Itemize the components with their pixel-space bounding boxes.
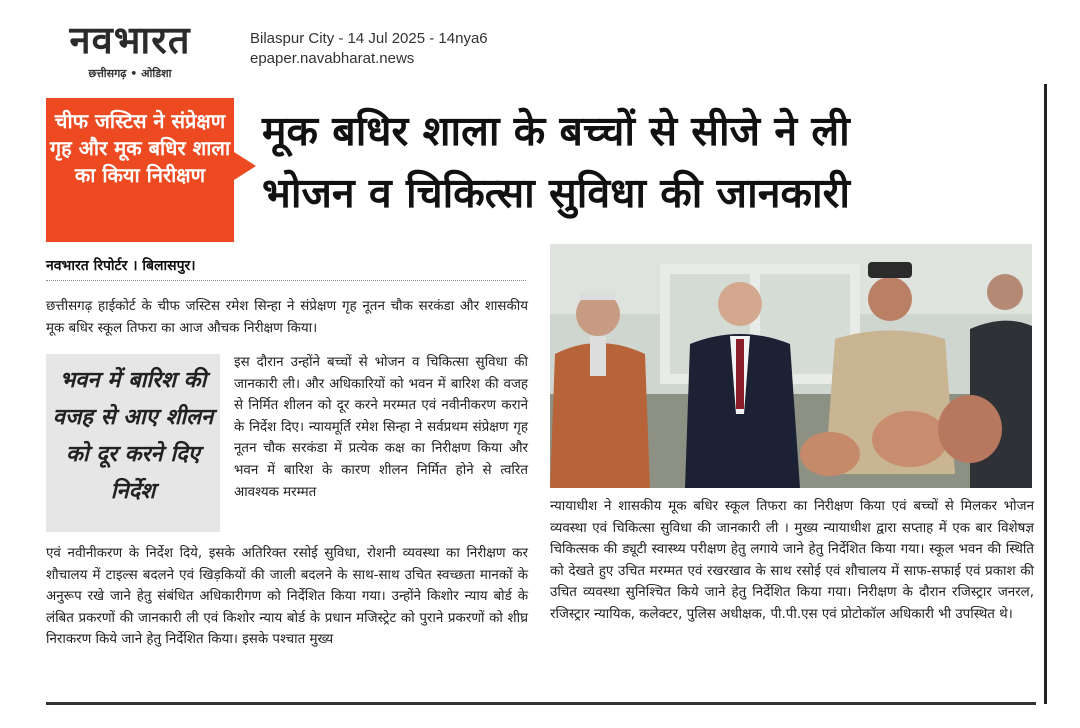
headline [262, 100, 1052, 224]
headline-line-1: मूक बधिर शाला के बच्चों से सीजे ने ली [262, 107, 850, 155]
paragraph-intro: छत्तीसगढ़ हाईकोर्ट के चीफ जस्टिस रमेश सिन्हा ने संप्रेक्षण गृह नूतन चौक सरकंडा और शासकीय मूक बधिर स्कूल तिफरा का आज औचक निरीक्षण किया। [46, 299, 528, 336]
kicker-box [46, 98, 234, 242]
headline-line-2: भोजन व चिकित्सा सुविधा की जानकारी [262, 169, 850, 217]
paragraph-right: न्यायाधीश ने शासकीय मूक बधिर स्कूल तिफरा का निरीक्षण किया एवं बच्चों से मिलकर भोजन व्यवस्था एवं चिकित्सा सुविधा की जानकारी ली । मुख्य न्यायाधीश द्वारा सप्ताह में एक बार विशेषज्ञ चिकित्सक की ड्यूटी स्वास्थ्य परीक्षण हेतु लगाये जाने हेतु निर्देशित किया गया। स्कूल भवन की स्थिति को देखते हुए उचित मरम्मत एवं रखरखाव के साथ रसोई एवं शौचालय में साफ-सफाई एवं प्रकाश की उचित व्यवस्था सुनिश्चित किये जाने हेतु निर्देशित किया गया। निरीक्षण के दौरान रजिस्ट्रार जनरल, रजिस्ट्रार न्यायिक, कलेक्टर, पुलिस अधीक्षक, पी.पी.एस एवं प्रोटोकॉल अधिकारी भी उपस्थित थे। [550, 499, 1034, 622]
logo-text: नवभारत [69, 18, 191, 62]
pull-quote [46, 354, 220, 532]
byline: नवभारत रिपोर्टर । बिलासपुर। [46, 258, 196, 274]
news-photo [550, 244, 1032, 488]
bottom-rule [46, 702, 1036, 705]
edition-line: Bilaspur City - 14 Jul 2025 - 14nya6 [250, 30, 488, 47]
website-link[interactable]: epaper.navabharat.news [250, 50, 415, 67]
masthead-logo [30, 18, 230, 80]
kicker-arrow [234, 152, 256, 180]
divider [46, 280, 526, 281]
kicker-text: चीफ जस्टिस ने संप्रेक्षण गृह और मूक बधिर शाला का किया निरीक्षण [49, 109, 231, 187]
photo-illustration [550, 244, 1032, 488]
paragraph-middle: इस दौरान उन्होंने बच्चों से भोजन व चिकित्सा सुविधा की जानकारी ली। और अधिकारियों को भवन में बारिश की वजह से निर्मित शीलन को दूर करने मरम्मत एवं नवीनीकरण कराने के निर्देश दिए। न्यायमूर्ति रमेश सिन्हा ने सर्वप्रथम संप्रेक्षण गृह नूतन चौक सरकंडा में प्रत्येक कक्ष का निरीक्षण किया और भवन में बारिश के कारण शीलन निर्मित होने से त्वरित आवश्यक मरम्मत [234, 355, 528, 500]
pull-quote-text: भवन में बारिश की वजह से आए शीलन को दूर करने दिए निर्देश [52, 368, 214, 504]
logo-subtitle: छत्तीसगढ़ • ओडिशा [88, 67, 172, 80]
paragraph-bottom: एवं नवीनीकरण के निर्देश दिये, इसके अतिरिक्त रसोई सुविधा, रोशनी व्यवस्था का निरीक्षण कर शौचालय में टाइल्स बदलने एवं खिड़कियों की जाली बदलने के साथ-साथ उचित स्वच्छता मानकों के अनुरूप रखे जाने हेतु संबंधित अधिकारीगण को निर्देशित किया गया। उन्होंने किशोर न्याय बोर्ड के लंबित प्रकरणों की जानकारी ली एवं किशोर न्याय बोर्ड के प्रधान मजिस्ट्रेट को पुराने प्रकरणों को शीघ्र निराकरण किये जाने हेतु निर्देशित किया। इसके पश्चात मुख्य [46, 546, 528, 648]
column-rule [1044, 84, 1047, 704]
